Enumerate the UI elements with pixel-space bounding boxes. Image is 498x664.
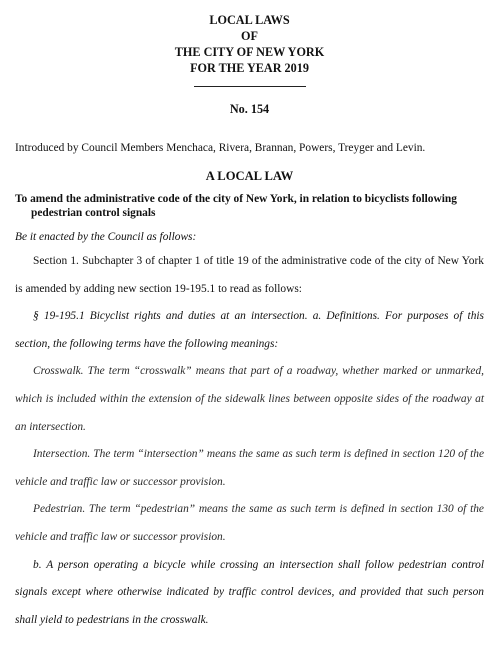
definition-crosswalk: Crosswalk. The term “crosswalk” means that part of a roadway, whether marked or unmarked, which is included within the extension of the sidewalk lines between opposite sides of the roadway at an intersection. (15, 365, 484, 433)
law-purpose (15, 193, 484, 220)
header-line-1: LOCAL LAWS (209, 13, 290, 27)
new-section-heading: § 19-195.1 Bicyclist rights and duties at an intersection. a. Definitions. For purposes of this section, the following terms have the following meanings: (15, 310, 484, 350)
definition-intersection: Intersection. The term “intersection” means the same as such term is defined in section 120 of the vehicle and traffic law or successor provision. (15, 448, 484, 488)
header-divider (194, 86, 306, 87)
section-1-paragraph: Section 1. Subchapter 3 of chapter 1 of title 19 of the administrative code of the city of New York is amended by adding new section 19-195.1 to read as follows: (15, 255, 484, 295)
law-number: No. 154 (229, 102, 270, 116)
law-title: A LOCAL LAW (205, 169, 294, 183)
header-line-4: FOR THE YEAR 2019 (190, 61, 309, 75)
subsection-b: b. A person operating a bicycle while crossing an intersection shall follow pedestrian control signals except where otherwise indicated by traffic control devices, and provided that such person shall yield to pedestrians in the crosswalk. (15, 558, 484, 626)
introduced-by: Introduced by Council Members Menchaca, Rivera, Brannan, Powers, Treyger and Levin. (15, 142, 426, 154)
purpose-line-1: To amend the administrative code of the city of New York, in relation to bicyclists following (15, 193, 457, 205)
definition-pedestrian: Pedestrian. The term “pedestrian” means the same as such term is defined in section 130 of the vehicle and traffic law or successor provision. (15, 503, 484, 543)
header-line-2: OF (241, 29, 258, 43)
enactment-clause: Be it enacted by the Council as follows: (15, 231, 197, 243)
header-line-3: THE CITY OF NEW YORK (174, 45, 325, 59)
purpose-line-2: pedestrian control signals (31, 206, 156, 219)
